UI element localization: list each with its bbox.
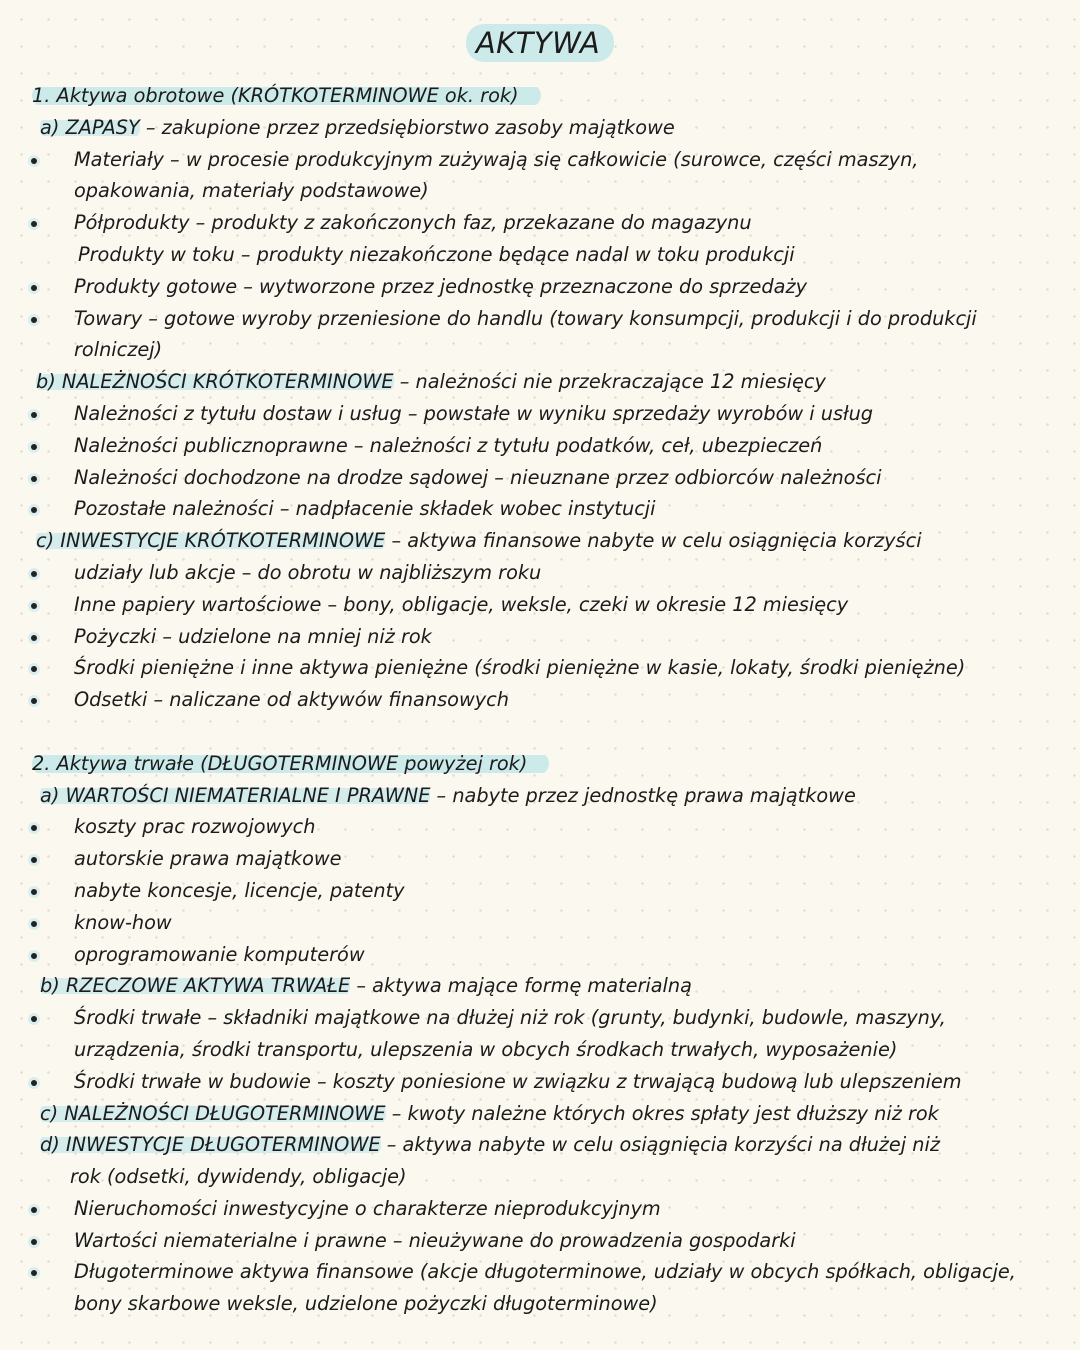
bullet-icon bbox=[31, 889, 37, 895]
list-item: know-how bbox=[0, 907, 1080, 939]
subheading-inwestycje-krotkoterminowe: c) INWESTYCJE KRÓTKOTERMINOWE – aktywa finansowe nabyte w celu osiągnięcia korzyści bbox=[36, 529, 922, 553]
bullet-icon bbox=[31, 1080, 37, 1086]
subheading-zapasy: a) ZAPASY – zakupione przez przedsiębiorstwo zasoby majątkowe bbox=[40, 115, 675, 139]
list-item: Pożyczki – udzielone na mniej niż rok bbox=[0, 621, 1080, 653]
section-heading bbox=[0, 748, 1080, 780]
list-item: Wartości niematerialne i prawne – nieużywane do prowadzenia gospodarki bbox=[0, 1225, 1080, 1257]
list-item: Inne papiery wartościowe – bony, obligacje, weksle, czeki w okresie 12 miesięcy bbox=[0, 589, 1080, 621]
spacer bbox=[0, 716, 1080, 748]
list-item: oprogramowanie komputerów bbox=[0, 939, 1080, 971]
bullet-icon bbox=[31, 603, 37, 609]
list-item: udziały lub akcje – do obrotu w najbliższym roku bbox=[0, 557, 1080, 589]
bullet-icon bbox=[31, 953, 37, 959]
bullet-icon bbox=[31, 1270, 37, 1276]
list-item: Pozostałe należności – nadpłacenie składek wobec instytucji bbox=[0, 493, 1080, 525]
list-item: Odsetki – naliczane od aktywów finansowych bbox=[0, 684, 1080, 716]
list-item: Środki pieniężne i inne aktywa pieniężne (środki pieniężne w kasie, lokaty, środki pieniężne) bbox=[0, 652, 1080, 684]
bullet-icon bbox=[31, 221, 37, 227]
list-item: Nieruchomości inwestycyjne o charakterze nieprodukcyjnym bbox=[0, 1193, 1080, 1225]
bullet-icon bbox=[31, 1239, 37, 1245]
bullet-icon bbox=[31, 1016, 37, 1022]
bullet-icon bbox=[31, 825, 37, 831]
list-item-continuation: urządzenia, środki transportu, ulepszenia w obcych środkach trwałych, wyposażenie) bbox=[74, 1037, 898, 1061]
bullet-icon bbox=[31, 158, 37, 164]
list-item: nabyte koncesje, licencje, patenty bbox=[0, 875, 1080, 907]
list-item: koszty prac rozwojowych bbox=[0, 811, 1080, 843]
subheading-wartosci-niematerialne: a) WARTOŚCI NIEMATERIALNE I PRAWNE – nabyte przez jednostkę prawa majątkowe bbox=[40, 783, 856, 807]
bullet-icon bbox=[31, 476, 37, 482]
bullet-icon bbox=[31, 317, 37, 323]
section-heading-text: 1. Aktywa obrotowe (KRÓTKOTERMINOWE ok. rok) bbox=[32, 84, 541, 107]
list-item: Towary – gotowe wyroby przeniesione do handlu (towary konsumpcji, produkcji i do produkcji bbox=[0, 303, 1080, 335]
bullet-icon bbox=[31, 444, 37, 450]
list-item: Produkty w toku – produkty niezakończone będące nadal w toku produkcji bbox=[78, 242, 795, 266]
list-item: Środki trwałe – składniki majątkowe na dłużej niż rok (grunty, budynki, budowle, maszyny, bbox=[0, 1002, 1080, 1034]
bullet-icon bbox=[31, 921, 37, 927]
notes-content bbox=[0, 80, 1080, 1320]
subheading-naleznosci-krotkoterminowe: b) NALEŻNOŚCI KRÓTKOTERMINOWE – należności nie przekraczające 12 miesięcy bbox=[36, 370, 826, 394]
bullet-icon bbox=[31, 412, 37, 418]
list-item: Należności z tytułu dostaw i usług – powstałe w wyniku sprzedaży wyrobów i usług bbox=[0, 398, 1080, 430]
list-item: Produkty gotowe – wytworzone przez jednostkę przeznaczone do sprzedaży bbox=[0, 271, 1080, 303]
bullet-icon bbox=[31, 635, 37, 641]
list-item: Półprodukty – produkty z zakończonych faz, przekazane do magazynu bbox=[0, 207, 1080, 239]
bullet-icon bbox=[31, 285, 37, 291]
list-item-continuation: opakowania, materiały podstawowe) bbox=[74, 179, 429, 203]
bullet-icon bbox=[31, 571, 37, 577]
bullet-icon bbox=[31, 698, 37, 704]
list-item: Długoterminowe aktywa finansowe (akcje długoterminowe, udziały w obcych spółkach, obligacje, bbox=[0, 1256, 1080, 1288]
list-item-continuation: bony skarbowe weksle, udzielone pożyczki długoterminowe) bbox=[74, 1292, 658, 1316]
subheading-continuation: rok (odsetki, dywidendy, obligacje) bbox=[70, 1165, 407, 1189]
bullet-icon bbox=[31, 507, 37, 513]
list-item: autorskie prawa majątkowe bbox=[0, 843, 1080, 875]
list-item: Należności publicznoprawne – należności z tytułu podatków, ceł, ubezpieczeń bbox=[0, 430, 1080, 462]
bullet-icon bbox=[31, 666, 37, 672]
title-wrapper bbox=[0, 24, 1080, 62]
list-item-continuation: rolniczej) bbox=[74, 338, 163, 362]
section-heading bbox=[0, 80, 1080, 112]
subheading-rzeczowe-aktywa: b) RZECZOWE AKTYWA TRWAŁE – aktywa mające formę materialną bbox=[40, 974, 692, 998]
list-item: Środki trwałe w budowie – koszty poniesione w związku z trwającą budową lub ulepszeniem bbox=[0, 1066, 1080, 1098]
bullet-icon bbox=[31, 857, 37, 863]
list-item: Należności dochodzone na drodze sądowej – nieuznane przez odbiorców należności bbox=[0, 462, 1080, 494]
subheading-naleznosci-dlugoterminowe: c) NALEŻNOŚCI DŁUGOTERMINOWE – kwoty należne których okres spłaty jest dłuższy niż rok bbox=[40, 1101, 939, 1125]
page-title: AKTYWA bbox=[466, 24, 614, 62]
bullet-icon bbox=[31, 1207, 37, 1213]
list-item: Materiały – w procesie produkcyjnym zużywają się całkowicie (surowce, części maszyn, bbox=[0, 144, 1080, 176]
section-heading-text: 2. Aktywa trwałe (DŁUGOTERMINOWE powyżej rok) bbox=[32, 752, 549, 775]
subheading-inwestycje-dlugoterminowe: d) INWESTYCJE DŁUGOTERMINOWE – aktywa nabyte w celu osiągnięcia korzyści na dłużej niż bbox=[40, 1133, 940, 1157]
